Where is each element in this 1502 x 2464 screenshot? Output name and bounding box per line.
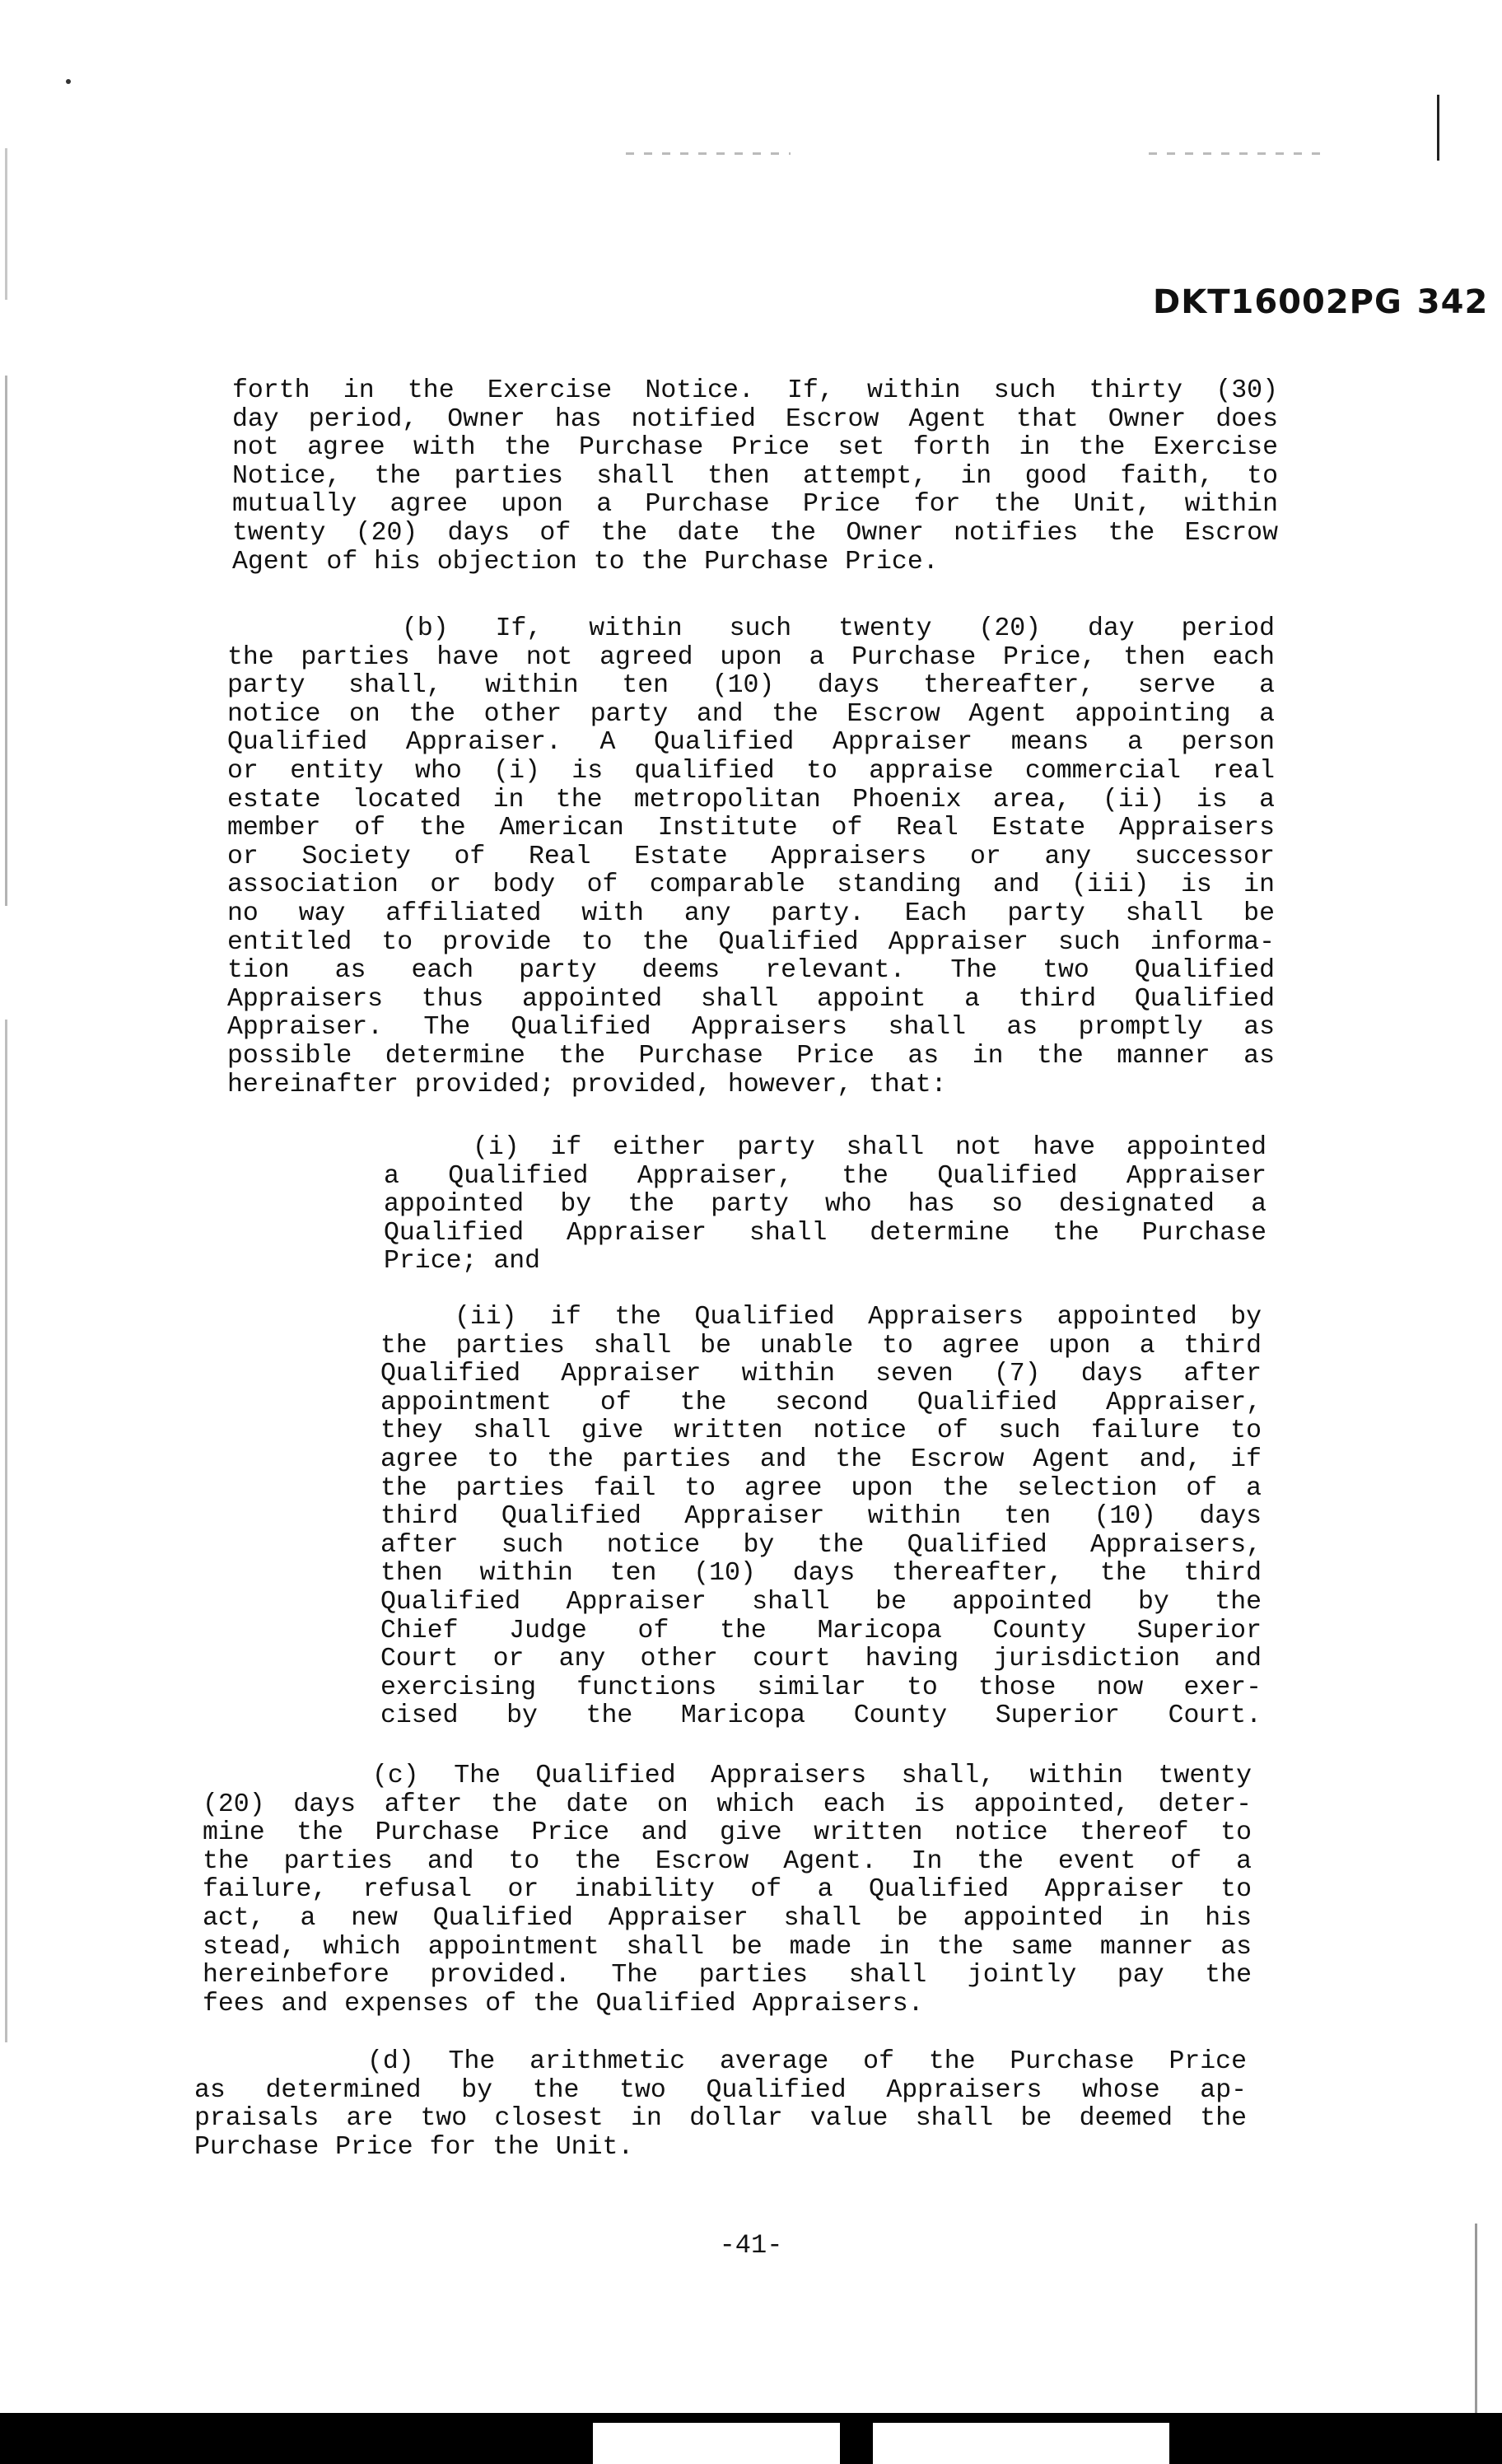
- text-line: tion as each party deems relevant. The two Qualified: [227, 956, 1275, 986]
- paragraph-d: [194, 2048, 1247, 2162]
- paragraph-b: [227, 615, 1275, 1099]
- page-number: -41-: [719, 2230, 783, 2261]
- text-line: fees and expenses of the Qualified Appraisers.: [203, 1989, 924, 2018]
- text-line: entitled to provide to the Qualified Appraiser such informa-: [227, 927, 1275, 957]
- text-line: Qualified Appraiser shall determine the Purchase: [384, 1218, 1266, 1248]
- text-line: Price; and: [384, 1247, 541, 1276]
- text-line: twenty (20) days of the date the Owner notifies the Escrow: [232, 518, 1278, 548]
- text-line: as determined by the two Qualified Appraisers whose ap-: [194, 2075, 1247, 2105]
- text-line: notice on the other party and the Escrow Agent appointing a: [227, 699, 1275, 729]
- recording-stamp: [1153, 283, 1488, 321]
- text-line: praisals are two closest in dollar value shall be deemed the: [194, 2104, 1247, 2134]
- scan-edge-left: [5, 148, 7, 2042]
- text-line: (ii) if the Qualified Appraisers appointed by: [455, 1303, 1262, 1332]
- text-line: Appraisers thus appointed shall appoint a third Qualified: [227, 984, 1275, 1014]
- sub-item-i: [384, 1134, 1266, 1276]
- text-line: Qualified Appraiser. A Qualified Appraiser means a person: [227, 728, 1275, 758]
- text-line: the parties and to the Escrow Agent. In the event of a: [203, 1846, 1252, 1876]
- text-line: cised by the Maricopa County Superior Court.: [380, 1701, 1262, 1731]
- text-line: mutually agree upon a Purchase Price for the Unit, within: [232, 490, 1278, 520]
- text-line: Qualified Appraiser within seven (7) days after: [380, 1360, 1262, 1389]
- text-line: (c) The Qualified Appraisers shall, within twenty: [372, 1762, 1252, 1790]
- text-line: then within ten (10) days thereafter, the third: [380, 1559, 1262, 1589]
- text-line: after such notice by the Qualified Appraisers,: [380, 1530, 1262, 1560]
- page-reference: 342: [1416, 283, 1489, 321]
- sub-item-ii: [380, 1304, 1262, 1731]
- scan-smudge-right: [1149, 152, 1322, 155]
- text-line: Chief Judge of the Maricopa County Superior: [380, 1616, 1262, 1645]
- text-line: no way affiliated with any party. Each party shall be: [227, 898, 1275, 928]
- scan-smudge-left: [626, 152, 791, 155]
- scan-speck: [66, 79, 71, 84]
- text-line: or Society of Real Estate Appraisers or any successor: [227, 842, 1275, 871]
- paragraph-c: [203, 1762, 1252, 2018]
- paragraph-intro: [232, 377, 1278, 576]
- text-line: appointment of the second Qualified Appraiser,: [380, 1388, 1262, 1417]
- text-line: mine the Purchase Price and give written notice thereof to: [203, 1818, 1252, 1848]
- text-line: (d) The arithmetic average of the Purchase Price: [367, 2047, 1247, 2076]
- book-page-stamp: DKT16002PG: [1153, 283, 1402, 321]
- text-line: day period, Owner has notified Escrow Agent that Owner does: [232, 404, 1278, 434]
- text-line: Notice, the parties shall then attempt, in good faith, to: [232, 461, 1278, 491]
- text-line: Agent of his objection to the Purchase Price.: [232, 547, 939, 576]
- text-line: possible determine the Purchase Price as in the manner as: [227, 1041, 1275, 1071]
- scan-mark: [1437, 95, 1439, 161]
- text-line: (b) If, within such twenty (20) day period: [402, 614, 1275, 643]
- text-line: Purchase Price for the Unit.: [194, 2132, 634, 2162]
- text-line: or entity who (i) is qualified to appraise commercial real: [227, 756, 1275, 786]
- text-line: estate located in the metropolitan Phoenix area, (ii) is a: [227, 785, 1275, 814]
- text-line: hereinafter provided; provided, however, that:: [227, 1070, 947, 1099]
- text-line: Appraiser. The Qualified Appraisers shall as promptly as: [227, 1013, 1275, 1043]
- text-line: hereinbefore provided. The parties shall jointly pay the: [203, 1961, 1252, 1990]
- text-line: appointed by the party who has so designated a: [384, 1190, 1266, 1220]
- text-line: they shall give written notice of such failure to: [380, 1416, 1262, 1446]
- text-line: exercising functions similar to those now exer-: [380, 1673, 1262, 1702]
- scan-gap: [593, 2423, 840, 2464]
- text-line: not agree with the Purchase Price set forth in the Exercise: [232, 433, 1278, 463]
- text-line: third Qualified Appraiser within ten (10) days: [380, 1502, 1262, 1532]
- text-line: association or body of comparable standing and (iii) is in: [227, 870, 1275, 900]
- scan-bottom-border: [0, 2413, 1502, 2464]
- text-line: Court or any other court having jurisdiction and: [380, 1645, 1262, 1674]
- text-line: the parties fail to agree upon the selection of a: [380, 1473, 1262, 1503]
- text-line: (20) days after the date on which each is appointed, deter-: [203, 1790, 1252, 1819]
- text-line: the parties have not agreed upon a Purchase Price, then each: [227, 642, 1275, 672]
- text-line: act, a new Qualified Appraiser shall be appointed in his: [203, 1903, 1252, 1933]
- text-line: agree to the parties and the Escrow Agent and, if: [380, 1444, 1262, 1474]
- text-line: Qualified Appraiser shall be appointed by the: [380, 1587, 1262, 1617]
- text-line: party shall, within ten (10) days thereafter, serve a: [227, 671, 1275, 701]
- text-line: forth in the Exercise Notice. If, within such thirty (30): [232, 376, 1278, 405]
- text-line: the parties shall be unable to agree upon a third: [380, 1331, 1262, 1360]
- text-line: (i) if either party shall not have appointed: [473, 1133, 1266, 1162]
- text-line: member of the American Institute of Real Estate Appraisers: [227, 814, 1275, 843]
- text-line: stead, which appointment shall be made in the same manner as: [203, 1932, 1252, 1962]
- text-line: a Qualified Appraiser, the Qualified Appraiser: [384, 1161, 1266, 1191]
- text-line: failure, refusal or inability of a Qualified Appraiser to: [203, 1875, 1252, 1905]
- scan-gap: [873, 2423, 1169, 2464]
